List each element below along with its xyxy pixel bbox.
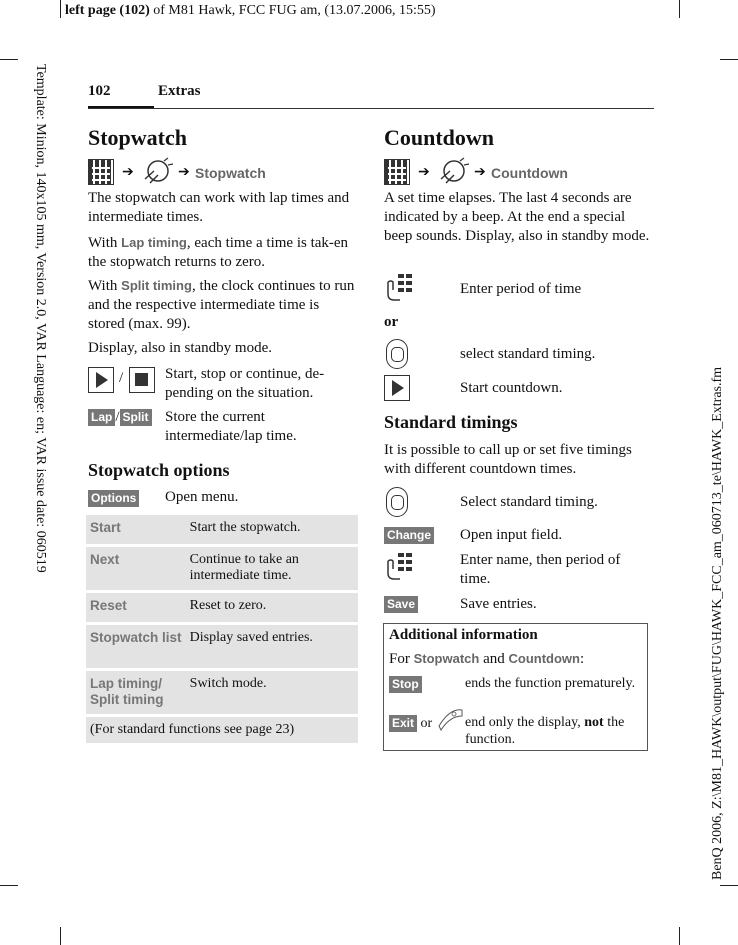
play-icon xyxy=(88,367,114,393)
enter-name-text: Enter name, then period of time. xyxy=(460,552,621,587)
exit-description: end only the display, not the function. xyxy=(465,715,625,747)
start-countdown-text: Start countdown. xyxy=(460,380,563,396)
table-row: (For standard functions see page 23) xyxy=(86,717,358,743)
nav-key-icon xyxy=(386,487,408,517)
arrow-icon: ➔ xyxy=(178,165,190,180)
crop-mark xyxy=(720,885,738,886)
select-standard-text-2: Select standard timing. xyxy=(460,494,598,510)
exit-key: Exit or xyxy=(389,715,432,732)
end-key-icon xyxy=(436,706,464,734)
standard-timings-intro: It is possible to call up or set five timings with different countdown times. xyxy=(384,442,632,477)
nav-key-icon xyxy=(386,339,408,369)
print-header: left page (102) of M81 Hawk, FCC FUG am, (13.07.2006, 15:55) xyxy=(65,3,436,18)
info-title: Additional information xyxy=(389,627,538,643)
extras-icon xyxy=(436,157,472,187)
page-number: 102 xyxy=(88,83,111,99)
enter-period-text: Enter period of time xyxy=(460,281,582,297)
slash: / xyxy=(119,370,124,386)
standard-timings-heading: Standard timings xyxy=(384,412,518,432)
arrow-icon: ➔ xyxy=(474,165,486,180)
keypad-icon xyxy=(384,551,416,583)
display-paragraph: Display, also in standby mode. xyxy=(88,340,273,356)
extras-icon xyxy=(140,157,176,187)
crop-mark xyxy=(679,0,680,18)
crop-mark xyxy=(679,927,680,945)
save-key: Save xyxy=(384,595,418,613)
or-text: or xyxy=(384,314,399,330)
play-icon xyxy=(384,375,410,401)
stop-icon xyxy=(129,367,155,393)
table-row: Next Continue to take an intermediate time. xyxy=(86,547,358,590)
table-row: Lap timing/ Split timing Switch mode. xyxy=(86,671,358,714)
split-softkey: Split xyxy=(120,409,152,426)
info-for-line: For Stopwatch and Countdown: xyxy=(389,651,585,667)
crop-mark xyxy=(60,927,61,945)
crop-mark xyxy=(720,59,738,60)
change-description: Open input field. xyxy=(460,527,563,543)
header-rule xyxy=(88,108,654,109)
menu-path-countdown: Countdown xyxy=(491,165,568,181)
change-key: Change xyxy=(384,526,434,544)
store-description: Store the current intermediate/lap time. xyxy=(165,409,297,444)
countdown-heading: Countdown xyxy=(384,125,495,150)
section-title: Extras xyxy=(158,83,201,99)
table-row: Reset Reset to zero. xyxy=(86,593,358,622)
countdown-intro: A set time elapses. The last 4 seconds are indicated by a beep. At the end a special beep sounds. Display, also in standby mode. xyxy=(384,190,650,244)
options-key-description: Open menu. xyxy=(165,489,239,505)
select-standard-text: select standard timing. xyxy=(460,346,596,362)
stopwatch-options-heading: Stopwatch options xyxy=(88,460,230,480)
keypad-icon xyxy=(384,272,416,304)
stop-key: Stop xyxy=(389,675,422,693)
table-row: Start Start the stopwatch. xyxy=(86,515,358,544)
options-key: Options xyxy=(88,489,139,507)
menu-grid-icon xyxy=(384,159,410,185)
stop-description: ends the function prematurely. xyxy=(465,676,636,691)
start-stop-description: Start, stop or continue, de-pending on the situation. xyxy=(165,366,325,401)
template-info-vertical: Template: Minion, 140x105 mm, Version 2.0, VAR Language: en; VAR issue date: 060519 xyxy=(33,64,48,573)
lap-softkey: Lap xyxy=(88,409,115,426)
options-table xyxy=(86,512,358,746)
menu-grid-icon xyxy=(88,159,114,185)
crop-mark xyxy=(60,0,61,18)
lap-timing-paragraph: With Lap timing, each time a time is tak-en the stopwatch returns to zero. xyxy=(88,235,349,270)
stopwatch-intro: The stopwatch can work with lap times and intermediate times. xyxy=(88,190,350,225)
save-description: Save entries. xyxy=(460,596,537,612)
menu-path-stopwatch: Stopwatch xyxy=(195,165,266,181)
stopwatch-heading: Stopwatch xyxy=(88,125,188,150)
file-path-vertical: BenQ 2006, Z:\M81_HAWK\output\FUG\HAWK_FCC_am_060713_te\HAWK_Extras.fm xyxy=(710,366,725,880)
lap-split-keys: Lap / Split xyxy=(88,408,152,426)
crop-mark xyxy=(0,59,18,60)
arrow-icon: ➔ xyxy=(418,165,430,180)
additional-info-box xyxy=(383,623,648,751)
table-row: Stopwatch list Display saved entries. xyxy=(86,625,358,668)
crop-mark xyxy=(0,885,18,886)
split-timing-paragraph: With Split timing, the clock continues to run and the respective intermediate time is stored (max. 99). xyxy=(88,278,355,332)
arrow-icon: ➔ xyxy=(122,165,134,180)
